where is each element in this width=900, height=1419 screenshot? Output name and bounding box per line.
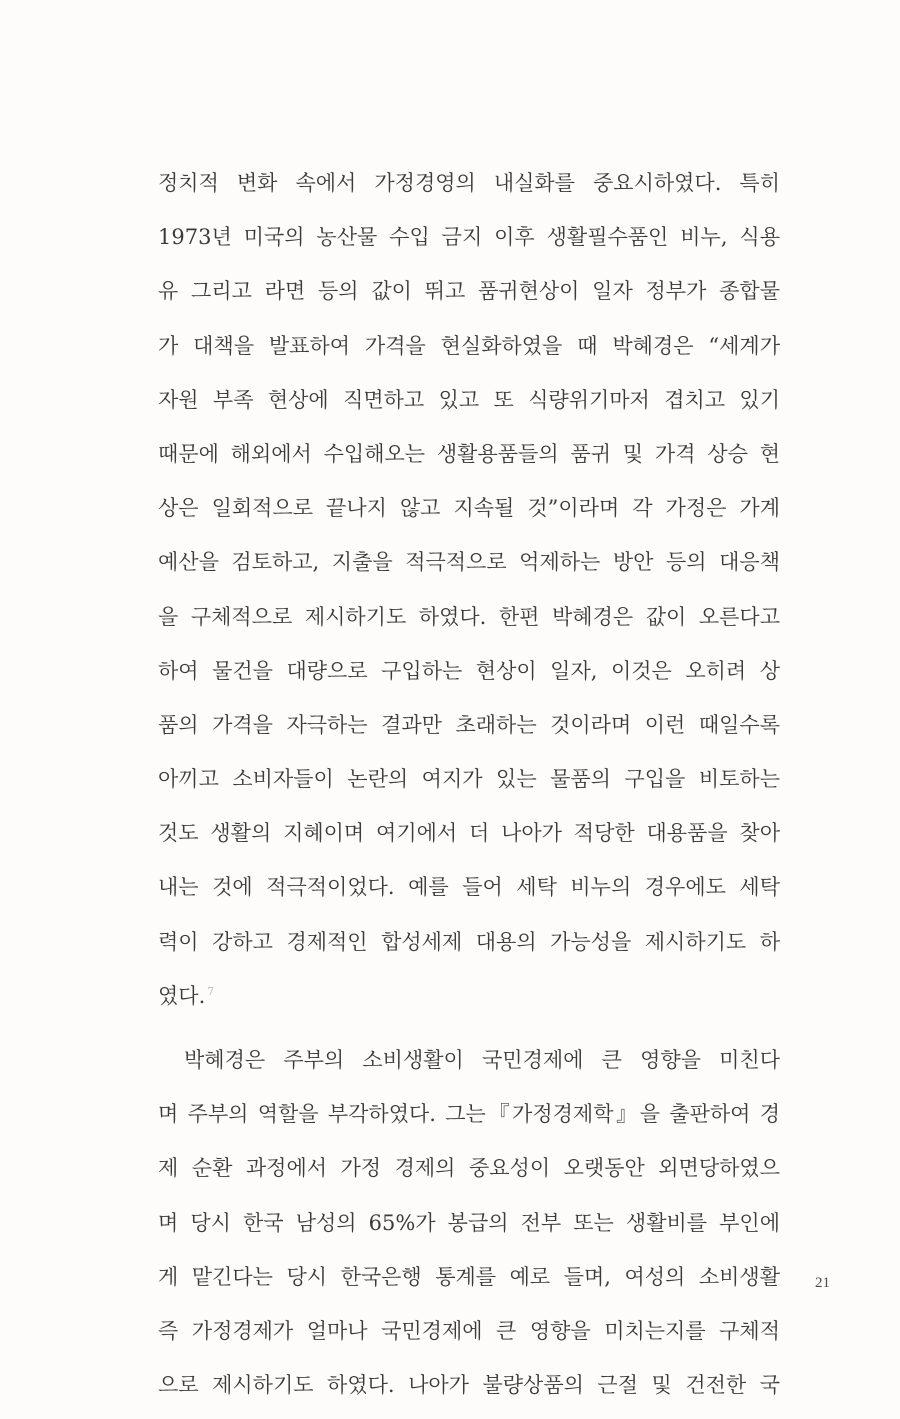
text-line: 하여 물건을 대량으로 구입하는 현상이 일자, 이것은 오히려 상 [158, 658, 780, 683]
text-line: 정치적 변화 속에서 가정경영의 내실화를 중요시하였다. 특히 [158, 171, 780, 195]
body-text [158, 163, 780, 1419]
paragraph-2 [158, 1040, 780, 1419]
text-line-last [158, 976, 780, 1030]
text-line: 상은 일회적으로 끝나지 않고 지속될 것”이라며 각 가정은 가계 [158, 496, 780, 521]
text-line: 력이 강하고 경제적인 합성세제 대용의 가능성을 제시하기도 하 [158, 929, 780, 954]
text-line: 제 순환 과정에서 가정 경제의 중요성이 오랫동안 외면당하였으 [158, 1156, 780, 1181]
paragraph-gap [158, 1030, 780, 1040]
text-line: 가 대책을 발표하여 가격을 현실화하였을 때 박혜경은 “세계가 [158, 333, 780, 358]
text-line: 때문에 해외에서 수입해오는 생활용품들의 품귀 및 가격 상승 현 [158, 441, 780, 466]
text-line: 내는 것에 적극적이었다. 예를 들어 세탁 비누의 경우에도 세탁 [158, 875, 780, 900]
text-line: 며 주부의 역할을 부각하였다. 그는『가정경제학』을 출판하여 경 [158, 1102, 780, 1127]
footnote-marker[interactable]: 7 [207, 984, 215, 998]
text-line: 품의 가격을 자극하는 결과만 초래하는 것이라며 이런 때일수록 [158, 712, 780, 737]
paragraph-1 [158, 163, 780, 1030]
text-line: 자원 부족 현상에 직면하고 있고 또 식량위기마저 겹치고 있기 [158, 387, 780, 412]
page-number: 21 [815, 1275, 830, 1291]
last-line-text: 였다. [158, 983, 206, 1008]
text-line-indented: 박혜경은 주부의 소비생활이 국민경제에 큰 영향을 미친다 [184, 1048, 780, 1072]
text-line: 1973년 미국의 농산물 수입 금지 이후 생활필수품인 비누, 식용 [158, 225, 780, 250]
text-line: 아끼고 소비자들이 논란의 여지가 있는 물품의 구입을 비토하는 [158, 767, 780, 792]
text-line: 며 당시 한국 남성의 65%가 봉급의 전부 또는 생활비를 부인에 [158, 1210, 780, 1235]
text-line: 으로 제시하기도 하였다. 나아가 불량상품의 근절 및 건전한 국 [158, 1373, 780, 1398]
text-line: 유 그리고 라면 등의 값이 뛰고 품귀현상이 일자 정부가 종합물 [158, 279, 780, 304]
text-line: 즉 가정경제가 얼마나 국민경제에 큰 영향을 미치는지를 구체적 [158, 1318, 780, 1343]
text-line: 을 구체적으로 제시하기도 하였다. 한편 박혜경은 값이 오른다고 [158, 604, 780, 629]
text-line: 게 맡긴다는 당시 한국은행 통계를 예로 들며, 여성의 소비생활 [158, 1264, 780, 1289]
text-line: 것도 생활의 지혜이며 여기에서 더 나아가 적당한 대용품을 찾아 [158, 821, 780, 846]
text-line: 예산을 검토하고, 지출을 적극적으로 억제하는 방안 등의 대응책 [158, 550, 780, 575]
